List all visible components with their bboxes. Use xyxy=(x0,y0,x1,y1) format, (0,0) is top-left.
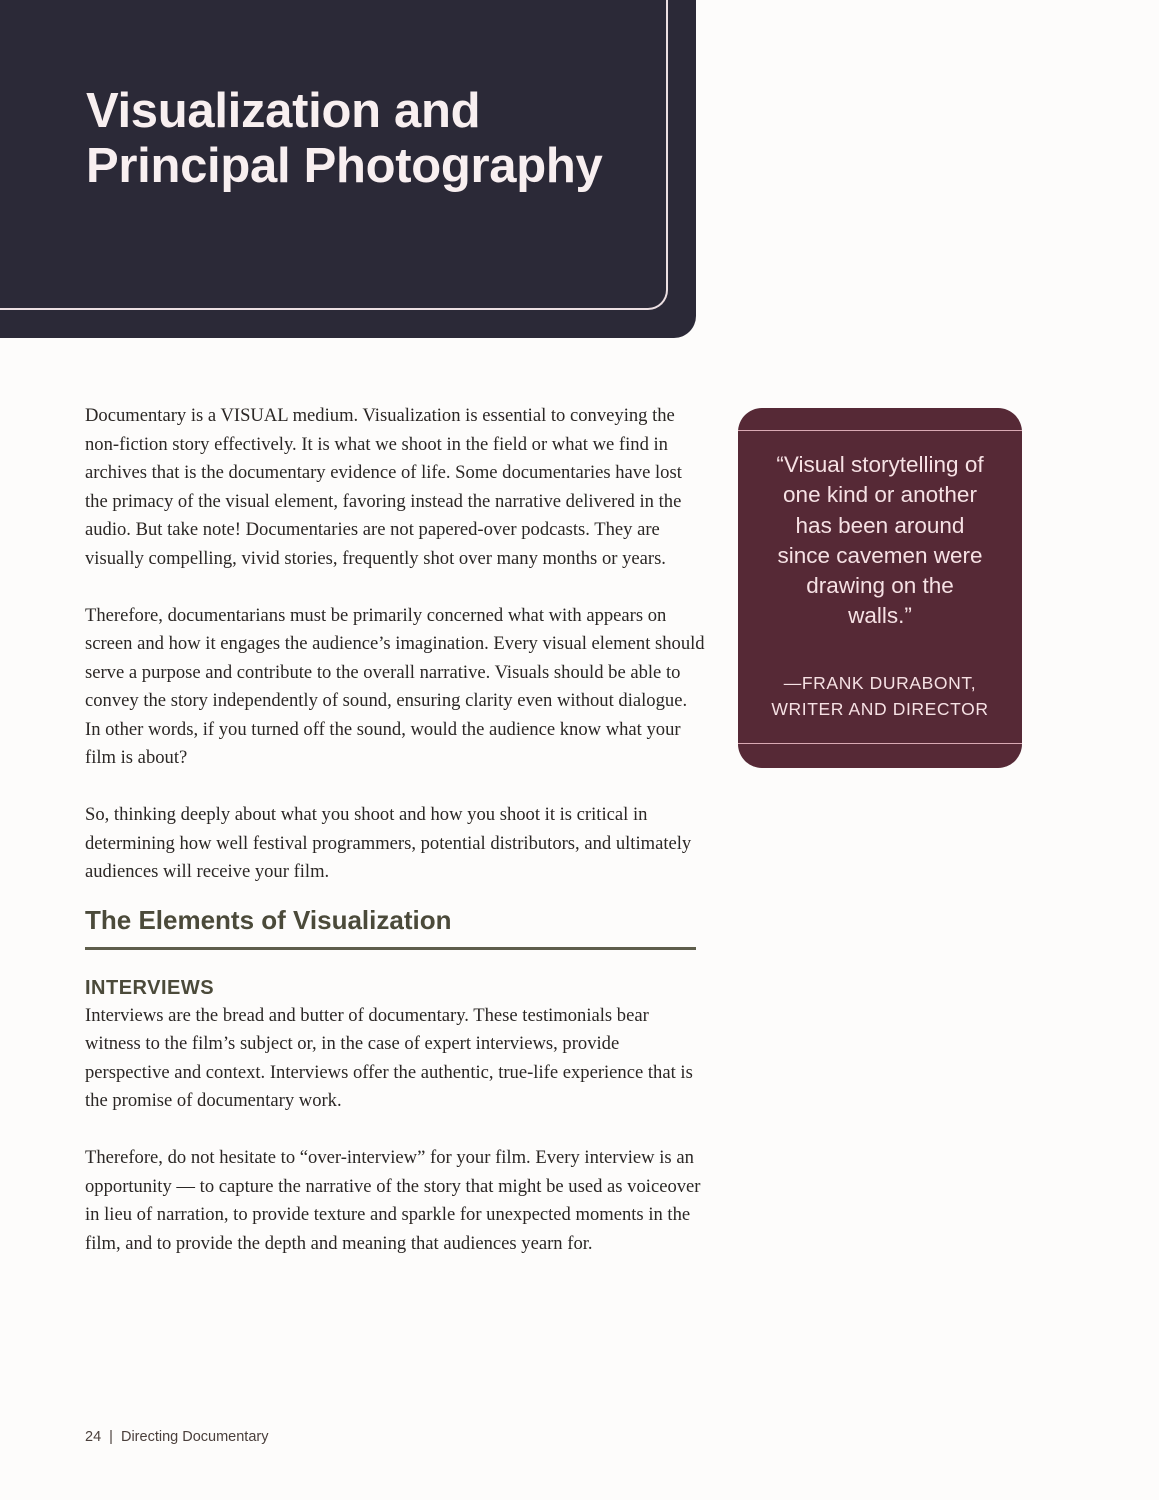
attribution-name: —FRANK DURABONT, xyxy=(783,673,977,693)
footer-book-title: Directing Documentary xyxy=(120,1429,269,1445)
page-title xyxy=(86,84,602,194)
footer-separator: | xyxy=(109,1429,113,1445)
section-heading: The Elements of Visualization xyxy=(85,903,696,950)
intro-paragraph-2: Therefore, documentarians must be primarily concerned what with appears on screen and how it engages the audience’s imagination. Every visual element should serve a purpose and contribute to the overall narrative. Visuals should be able to convey the story independently of sound, ensuring clarity even without dialogue. In other words, if you turned off the sound, would the audience know what your film is about? xyxy=(85,604,705,768)
pull-quote-box xyxy=(738,408,1022,768)
page-title-line-1: Visualization and xyxy=(86,84,481,138)
pull-quote-text: “Visual storytelling of one kind or another has been around since cavemen were drawing on the walls.” xyxy=(776,452,984,629)
quote-bottom-rule xyxy=(738,743,1022,744)
subsection-heading-interviews: INTERVIEWS xyxy=(85,976,215,999)
page-number: 24 xyxy=(85,1429,102,1445)
interviews-paragraph-2: Therefore, do not hesitate to “over-interview” for your film. Every interview is an opportunity — to capture the narrative of the story that might be used as voiceover in lieu of narration, to provide texture and sparkle for unexpected moments in the film, and to provide the depth and meaning that audiences yearn for. xyxy=(85,1147,701,1254)
intro-paragraph-3: So, thinking deeply about what you shoot and how you shoot it is critical in determining how well festival programmers, potential distributors, and ultimately audiences will receive your film. xyxy=(85,804,692,882)
interviews-paragraph-1: Interviews are the bread and butter of documentary. These testimonials bear witness to the film’s subject or, in the case of expert interviews, provide perspective and context. Interviews offer the authentic, true-life experience that is the promise of documentary work. xyxy=(85,1004,693,1111)
chapter-header-banner xyxy=(0,0,696,338)
pull-quote-attribution xyxy=(738,670,1022,722)
page-title-line-2: Principal Photography xyxy=(86,139,603,193)
intro-paragraph-1: Documentary is a VISUAL medium. Visualization is essential to conveying the non-fiction story effectively. It is what we shoot in the field or what we find in archives that is the documentary evidence of life. Some documentaries have lost the primacy of the visual element, favoring instead the narrative delivered in the audio. But take note! Documentaries are not papered-over podcasts. They are visually compelling, vivid stories, frequently shot over many months or years. xyxy=(85,405,682,569)
attribution-role: WRITER AND DIRECTOR xyxy=(771,699,989,719)
page-footer xyxy=(85,1429,268,1445)
main-text-column xyxy=(85,402,705,1287)
quote-top-rule xyxy=(738,430,1022,431)
